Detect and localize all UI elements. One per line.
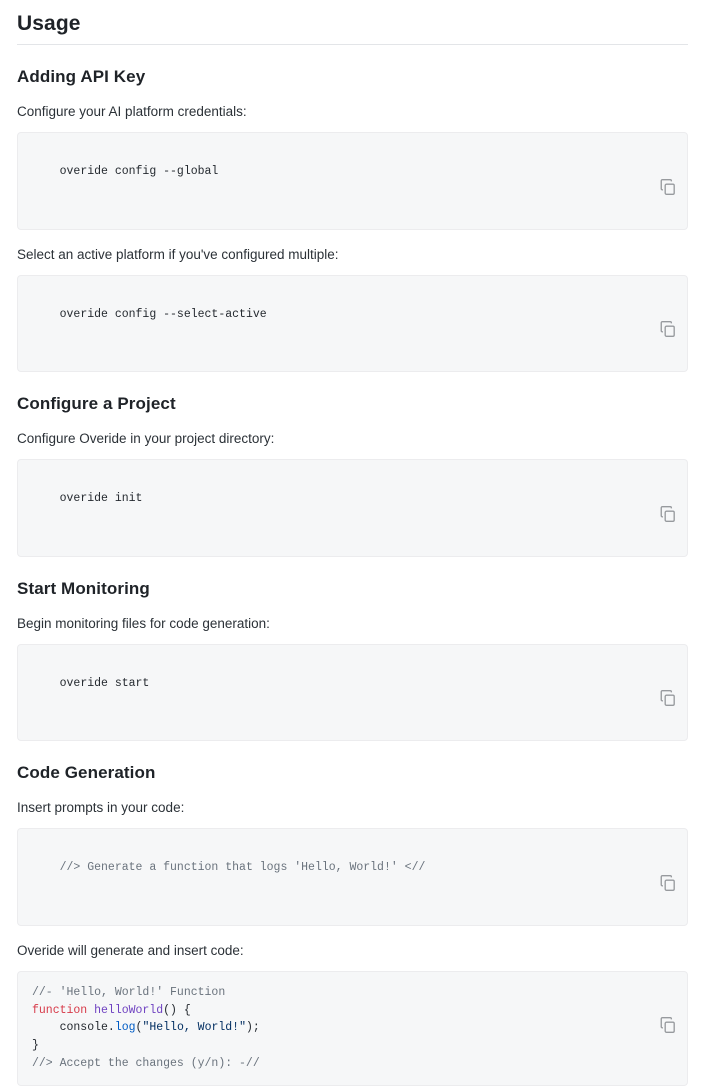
paragraph-insert-prompts: Insert prompts in your code: [17,800,185,815]
page-title: Usage [17,12,688,45]
section-heading-start-monitoring: Start Monitoring [17,578,150,598]
copy-icon[interactable] [659,142,677,160]
code-paren-close: ); [245,1021,260,1035]
code-console-object: console [32,1021,108,1035]
copy-icon[interactable] [659,981,677,999]
code-block-overide-start [17,644,688,741]
copy-icon[interactable] [659,469,677,487]
section-heading-configure-a-project: Configure a Project [17,394,176,413]
paragraph-configure-credentials: Configure your AI platform credentials: [17,104,247,119]
paragraph-select-active-platform: Select an active platform if you've configured multiple: [17,246,339,262]
code-brace-close: } [32,1039,39,1053]
code-line-accept-changes: //> Accept the changes (y/n): -// [32,1057,260,1070]
paragraph-generate-insert-code: Overide will generate and insert code: [17,942,244,958]
copy-icon[interactable] [659,285,677,303]
code-text: overide init [59,492,143,506]
code-block-config-select-active [17,275,688,372]
copy-icon[interactable] [659,654,677,672]
code-paren-open: ( [135,1021,143,1035]
paragraph-begin-monitoring: Begin monitoring files for code generation: [17,615,270,631]
code-text: //> Generate a function that logs 'Hello, World!' <// [59,861,426,875]
code-block-prompt-comment [17,828,688,925]
section-heading-code-generation: Code Generation [17,763,156,782]
code-function-name: helloWorld [94,1003,164,1017]
code-block-config-global [17,132,688,229]
code-keyword-function: function [32,1003,88,1017]
code-dot: . [107,1021,115,1035]
paragraph-configure-project-dir: Configure Overide in your project directory: [17,431,275,446]
code-string-literal: "Hello, World!" [142,1021,246,1035]
code-line-comment-header: //- 'Hello, World!' Function [32,985,226,999]
code-text: overide start [59,676,150,690]
code-function-signature: () { [163,1003,191,1017]
copy-icon[interactable] [659,838,677,856]
code-text: overide config --select-active [59,307,267,321]
usage-page [0,12,705,1086]
section-heading-adding-api-key: Adding API Key [17,67,146,86]
code-block-overide-init [17,459,688,556]
code-text: overide config --global [59,165,219,179]
code-console-method: log [114,1021,136,1035]
code-block-generated-function [17,971,688,1086]
